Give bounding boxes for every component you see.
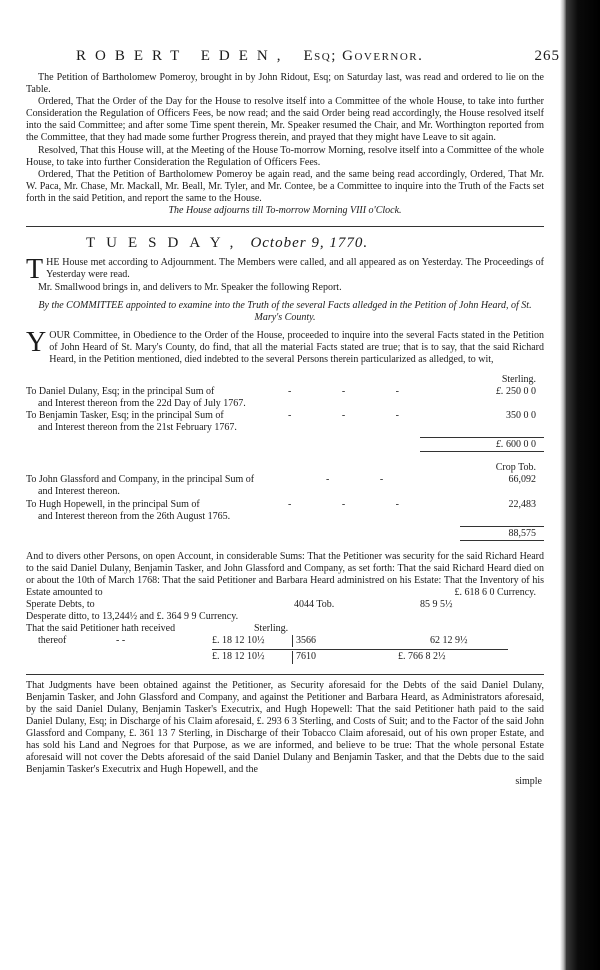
- leader-dashes: - -: [116, 635, 126, 647]
- sperate-debts-row: Sperate Debts, to 4044 Tob. 85 9 5½: [26, 599, 453, 611]
- debt-amount: £. 250 0 0: [496, 385, 536, 397]
- persons-paragraph: And to divers other Persons, on open Account, in considerable Sums: That the Petitioner was security for the said Richard Heard to the said Daniel Dulany, Benjamin Tasker, and John Glassford and Company, as set forth: That the said Richard Heard died on or about the 10th of March 1768: That the said Petitioner and Barbara Heard administred on his Estate: That the Inventory of his Estate amounted to £. 618 6 0 Currency.: [26, 550, 544, 598]
- table-row: [26, 499, 544, 511]
- sperate-tob: 4044 Tob.: [294, 599, 335, 611]
- received-total-tob: 7610: [292, 651, 316, 663]
- tobacco-total: [26, 523, 544, 539]
- table-row: [26, 398, 544, 410]
- debt-line: To Benjamin Tasker, Esq; in the principal Sum of: [26, 410, 224, 422]
- section-rule: [26, 674, 544, 675]
- paragraph-order-fees: Ordered, That the Order of the Day for the House to resolve itself into a Committee of the whole House, to take into further Consideration the Regulation of Officers Fees, be now read; and the said Order being read accordingly, the House resolved itself into the said Committee; and after some Time spent therein, Mr. Speaker resumed the Chair, and Mr. Worthington reported from the Committee, that they had made some further Progress therein, and prayed that they might have Leave to sit again.: [26, 96, 544, 144]
- header-name: ROBERT EDEN,: [76, 48, 290, 64]
- sterling-total-box: £. 600 0 0: [420, 437, 544, 452]
- drop-cap-t: T: [26, 254, 44, 286]
- received-total-sterling: £. 18 12 10½: [212, 651, 265, 663]
- desperate-debts-row: Desperate ditto, to 13,244½ and £. 364 9 9 Currency.: [26, 611, 239, 623]
- table-row: [26, 410, 544, 422]
- table-row: [26, 386, 544, 398]
- received-sterling-heading: Sterling.: [254, 623, 289, 635]
- sperate-money: 85 9 5½: [420, 599, 453, 611]
- tobacco-total-box: 88,575: [460, 526, 544, 541]
- debt-line: To John Glassford and Company, in the principal Sum of: [26, 474, 255, 486]
- page-number: 265: [534, 48, 560, 64]
- drop-cap-y: Y: [26, 326, 47, 358]
- table-row: [26, 486, 544, 498]
- judgments-paragraph: That Judgments have been obtained against the Petitioner, as Security aforesaid for the Debts of the said Daniel Dulany, Benjamin Tasker, and John Glassford and Company, and against the Petitioner and Barbara Heard, as Administrators aforesaid, by the said Daniel Dulany, Benjamin Tasker's Executrix, and Hugh Hopewell: That the said Petitioner hath paid to the said Daniel Dulany, Esq; in Discharge of his Claim aforesaid, £. 293 6 3 Sterling, and Costs of Suit; and to the Factor of the said John Glassford and Company, £. 361 13 7 Sterling, in Discharge of their Tobacco Claim aforesaid, out of his own proper Estate, and has sold his Land and Negroes for that Purpose, as we are informed, and believe to be true: That the whole personal Estate aforesaid will not cover the Debts aforesaid of the said Daniel Dulany and Benjamin Tasker, and that the Debts due to the said Benjamin Tasker's Executrix and Hugh Hopewell, and the: [26, 679, 544, 776]
- table-row: [26, 511, 544, 523]
- leader-dashes: - - -: [288, 498, 423, 510]
- received-row-2: thereof - - £. 18 12 10½ 3566 62 12 9½: [38, 635, 468, 647]
- debt-interest-line: and Interest thereon from the 21st February 1767.: [38, 422, 237, 434]
- received-tob: 3566: [292, 635, 316, 647]
- debt-interest-line: and Interest thereon.: [38, 486, 120, 498]
- leader-dashes: - - -: [288, 410, 423, 422]
- debt-line: To Hugh Hopewell, in the principal Sum of: [26, 498, 200, 510]
- running-header: [76, 48, 560, 65]
- page-body: [26, 72, 544, 788]
- opening-text: HE House met according to Adjournment. The Members were called, and all appeared as on Yesterday. The Proceedings of Yesterday were read.: [46, 257, 544, 281]
- sterling-debts-table: [26, 374, 544, 450]
- sterling-total: [26, 434, 544, 450]
- leader-dashes: - - -: [288, 385, 423, 397]
- opening-paragraph: [26, 254, 544, 286]
- received-money: 62 12 9½: [430, 635, 468, 647]
- paragraph-ordered-committee: Ordered, That the Petition of Bartholomew Pomeroy be again read, and the same being read accordingly, Ordered, That Mr. W. Paca, Mr. Chase, Mr. Mackall, Mr. Beall, Mr. Tyler, and Mr. Contee, be a Committee to inquire into the Truth of the Facts set forth in the said Petition, and report the same to the House.: [26, 168, 544, 204]
- leader-dashes: - -: [326, 474, 408, 486]
- section-rule: [26, 226, 544, 227]
- header-title: Esq; Governor.: [303, 48, 424, 64]
- day-name: TUESDAY,: [86, 235, 245, 252]
- debt-amount: 22,483: [508, 498, 536, 510]
- received-sterling: £. 18 12 10½: [212, 635, 265, 647]
- paragraph-resolved: Resolved, That this House will, at the Meeting of the House To-morrow Morning, resolve itself into a Committee of the whole House, to take into further Consideration the Regulation of Officers Fees.: [26, 144, 544, 168]
- debt-interest-line: and Interest thereon from the 26th August 1765.: [38, 510, 231, 522]
- day-heading: [86, 235, 544, 252]
- table-row: [26, 474, 544, 486]
- book-spine: [566, 0, 600, 970]
- sterling-heading: Sterling.: [501, 373, 536, 385]
- committee-heading: By the COMMITTEE appointed to examine into the Truth of the several Facts alledged in the Petition of John Heard, of St. Mary's County.: [38, 300, 532, 324]
- debt-amount: 350 0 0: [506, 410, 536, 422]
- paragraph-petition-read: The Petition of Bartholomew Pomeroy, brought in by John Ridout, Esq; on Saturday last, was read and ordered to lie on the Table.: [26, 72, 544, 96]
- adjournment-line: The House adjourns till To-morrow Morning VIII o'Clock.: [168, 205, 402, 217]
- table-row: [26, 422, 544, 434]
- debt-amount: 66,092: [508, 474, 536, 486]
- smallwood-line: Mr. Smallwood brings in, and delivers to Mr. Speaker the following Report.: [38, 282, 342, 294]
- report-text: OUR Committee, in Obedience to the Order of the House, proceeded to inquire into the several Facts stated in the Petition of John Heard of St. Mary's County, do find, that all the material Facts stated are true; that is to say, that the said Richard Heard, in the Petition mentioned, died indebted to the several Persons therein particularized as alledged, to wit,: [49, 329, 544, 365]
- tobacco-heading: Crop Tob.: [495, 462, 536, 474]
- received-row-1: That the said Petitioner hath received Sterling.: [26, 623, 289, 635]
- debt-interest-line: and Interest thereon from the 22d Day of July 1767.: [38, 397, 246, 409]
- report-paragraph: [26, 326, 544, 366]
- tobacco-debts-table: [26, 462, 544, 538]
- inventory-amount: £. 618 6 0 Currency.: [454, 587, 536, 598]
- received-total-row: [26, 649, 544, 661]
- received-total-money: £. 766 8 2½: [398, 651, 446, 663]
- debt-line: To Daniel Dulany, Esq; in the principal Sum of: [26, 385, 215, 397]
- catchword: simple: [515, 776, 542, 788]
- day-date: October 9, 1770.: [250, 235, 369, 252]
